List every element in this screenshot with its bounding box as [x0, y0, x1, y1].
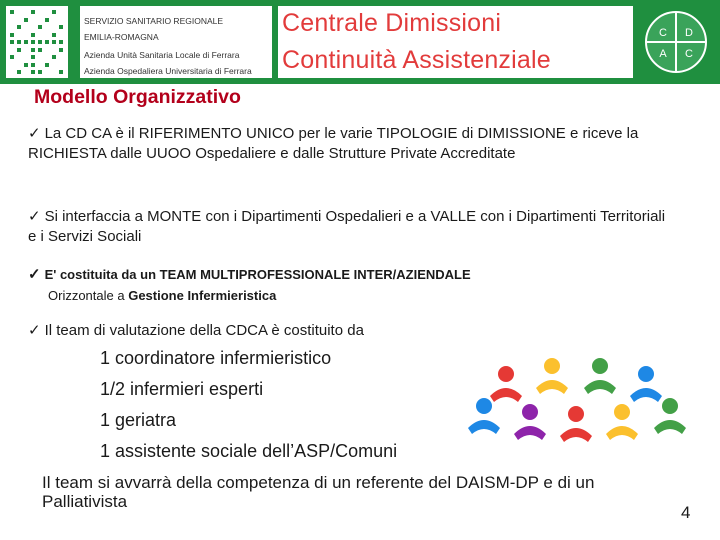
logo-dot: [31, 70, 35, 74]
logo-dot: [38, 40, 42, 44]
title-line-2: Continuità Assistenziale: [282, 46, 551, 74]
logo-dot: [31, 48, 35, 52]
page-number: 4: [681, 503, 691, 522]
checkmark-icon: ✓: [28, 125, 41, 142]
bullet-3-subline: [28, 286, 668, 306]
bullet-3: [28, 265, 668, 306]
logo-dot: [31, 55, 35, 59]
team-people-illustration: [460, 352, 700, 444]
logo-dot: [10, 10, 14, 14]
logo-dot: [24, 40, 28, 44]
logo-dot: [17, 48, 21, 52]
team-member: 1/2 infermieri esperti: [100, 379, 264, 399]
bullet-1-text: La CD CA è il RIFERIMENTO UNICO per le varie TIPOLOGIE di DIMISSIONE e riceve la RICHIESTA dalle UUOO Ospedaliere e dalle Strutture Private Accreditate: [28, 125, 639, 162]
checkmark-icon: ✓: [28, 322, 41, 339]
logo-dot: [45, 40, 49, 44]
logo-dot: [24, 18, 28, 22]
logo-dot: [31, 33, 35, 37]
bullet-3-text: E' costituita da un TEAM MULTIPROFESSIONALE INTER/AZIENDALE: [44, 267, 471, 282]
region-logo: [6, 6, 68, 78]
bullet-3-subline-prefix: Orizzontale a: [48, 288, 129, 303]
logo-dot: [17, 25, 21, 29]
logo-letter-d: D: [685, 27, 693, 39]
logo-dot: [59, 25, 63, 29]
logo-dot: [31, 63, 35, 67]
org-line-3: Azienda Unità Sanitaria Locale di Ferrara: [84, 50, 240, 60]
logo-letter-c1: C: [659, 27, 667, 39]
section-subtitle: Modello Organizzativo: [34, 86, 241, 108]
logo-dot: [31, 40, 35, 44]
logo-letter-a: A: [659, 48, 667, 60]
bullet-3-subline-bold: Gestione Infermieristica: [128, 288, 277, 303]
header-bar: [0, 0, 720, 84]
logo-dot: [52, 40, 56, 44]
logo-dot: [38, 70, 42, 74]
logo-dot: [10, 33, 14, 37]
title-line-1: Centrale Dimissioni: [282, 9, 502, 37]
checkmark-icon: ✓: [28, 208, 41, 225]
team-member: 1 assistente sociale dell’ASP/Comuni: [100, 441, 398, 461]
logo-dot: [17, 70, 21, 74]
logo-dot: [59, 48, 63, 52]
logo-dot: [10, 40, 14, 44]
logo-dot: [59, 40, 63, 44]
logo-dot: [10, 55, 14, 59]
bullet-2: [28, 207, 668, 247]
header-title: [278, 6, 633, 78]
bullet-4: [28, 321, 668, 341]
logo-dot: [59, 70, 63, 74]
bullet-1: [28, 124, 668, 164]
org-line-4: Azienda Ospedaliera Universitaria di Ferrara: [84, 66, 252, 76]
logo-dot: [17, 40, 21, 44]
checkmark-icon: ✓: [28, 266, 41, 283]
logo-dot: [45, 18, 49, 22]
logo-dot: [38, 25, 42, 29]
logo-dot: [24, 63, 28, 67]
closing-note: Il team si avvarrà della competenza di un referente del DAISM-DP e di un Palliativista: [42, 473, 595, 511]
logo-dot: [45, 63, 49, 67]
org-line-1: SERVIZIO SANITARIO REGIONALE: [84, 16, 224, 26]
team-member: 1 coordinatore infermieristico: [100, 348, 332, 368]
bullet-4-text: Il team di valutazione della CDCA è costituito da: [44, 322, 364, 339]
logo-dot: [52, 33, 56, 37]
team-list: [100, 343, 397, 467]
logo-dot: [52, 10, 56, 14]
logo-dot: [31, 10, 35, 14]
org-line-2: EMILIA-ROMAGNA: [84, 32, 159, 42]
logo-dot: [52, 55, 56, 59]
logo-letter-c2: C: [685, 48, 693, 60]
organization-block: [80, 6, 272, 78]
team-member: 1 geriatra: [100, 410, 177, 430]
people-ring: [468, 358, 686, 442]
cdac-logo: [640, 8, 712, 76]
logo-dot: [38, 48, 42, 52]
bullet-2-text: Si interfaccia a MONTE con i Dipartimenti Ospedalieri e a VALLE con i Dipartimenti Territoriali e i Servizi Sociali: [28, 208, 666, 245]
